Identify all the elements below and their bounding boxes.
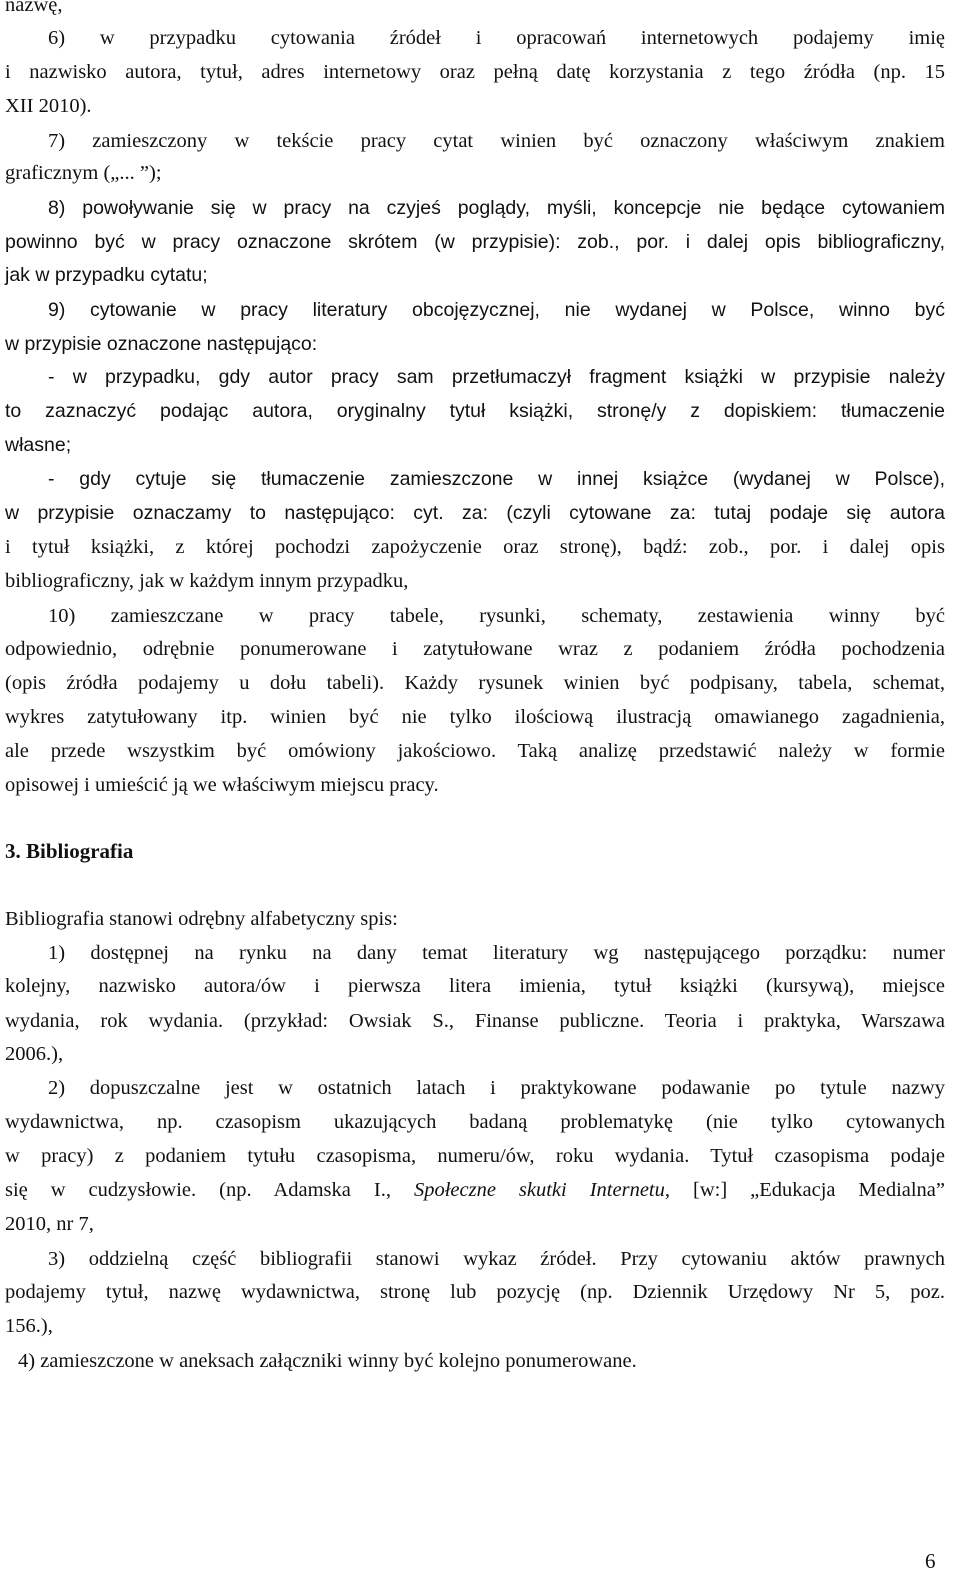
text-line: to zaznaczyć podając autora, oryginalny tytuł książki, stronę/y z dopiskiem: tłumaczenie bbox=[5, 400, 945, 422]
text-line: w przypisie oznaczone następująco: bbox=[5, 333, 318, 355]
list-item-7: 7) zamieszczony w tekście pracy cytat winien być oznaczony właściwym znakiem bbox=[48, 130, 945, 152]
text-line: XII 2010). bbox=[5, 95, 92, 117]
bib-item-2: 2) dopuszczalne jest w ostatnich latach i praktykowane podawanie po tytule nazwy bbox=[48, 1077, 945, 1099]
text-line: Bibliografia stanowi odrębny alfabetyczny spis: bbox=[5, 908, 398, 930]
text-line: wykres zatytułowany itp. winien być nie tylko ilościową ilustracją omawianego zagadnienia, bbox=[5, 706, 945, 728]
text-line: nazwę, bbox=[5, 0, 63, 16]
text-line: powinno być w pracy oznaczone skrótem (w przypisie): zob., por. i dalej opis bibliograficzny, bbox=[5, 231, 945, 253]
text-segment: się w cudzysłowie. (np. Adamska I., bbox=[5, 1179, 414, 1201]
text-line: graficznym („... ”); bbox=[5, 162, 162, 184]
text-line: odpowiednio, odrębnie ponumerowane i zatytułowane wraz z podaniem źródła pochodzenia bbox=[5, 638, 945, 660]
list-item-6: 6) w przypadku cytowania źródeł i opracowań internetowych podajemy imię bbox=[48, 27, 945, 49]
text-line: własne; bbox=[5, 434, 72, 456]
text-line: ale przede wszystkim być omówiony jakościowo. Taką analizę przedstawić należy w formie bbox=[5, 740, 945, 762]
list-item-10: 10) zamieszczane w pracy tabele, rysunki, schematy, zestawienia winny być bbox=[48, 605, 945, 627]
text-line: kolejny, nazwisko autora/ów i pierwsza litera imienia, tytuł książki (kursywą), miejsce bbox=[5, 975, 945, 997]
italic-title: Społeczne skutki Internetu bbox=[413, 1179, 665, 1201]
text-line: podajemy tytuł, nazwę wydawnictwa, stronę lub pozycję (np. Dziennik Urzędowy Nr 5, poz. bbox=[5, 1281, 945, 1303]
list-item-9: 9) cytowanie w pracy literatury obcojęzycznej, nie wydanej w Polsce, winno być bbox=[48, 299, 945, 321]
text-line bbox=[5, 1177, 945, 1203]
text-line: jak w przypadku cytatu; bbox=[5, 264, 208, 286]
bib-item-3: 3) oddzielną część bibliografii stanowi wykaz źródeł. Przy cytowaniu aktów prawnych bbox=[48, 1248, 945, 1270]
sub-item-1: - w przypadku, gdy autor pracy sam przetłumaczył fragment książki w przypisie należy bbox=[48, 366, 945, 388]
text-line: i nazwisko autora, tytuł, adres internetowy oraz pełną datę korzystania z tego źródła (np. 15 bbox=[5, 61, 945, 83]
text-line: 156.), bbox=[5, 1315, 53, 1337]
sub-item-2: - gdy cytuje się tłumaczenie zamieszczone w innej książce (wydanej w Polsce), bbox=[48, 468, 945, 490]
text-line: i tytuł książki, z której pochodzi zapożyczenie oraz stronę), bądź: zob., por. i dalej opis bbox=[5, 536, 945, 558]
text-line: opisowej i umieścić ją we właściwym miejscu pracy. bbox=[5, 774, 439, 796]
bib-item-1: 1) dostępnej na rynku na dany temat literatury wg następującego porządku: numer bbox=[48, 942, 945, 964]
text-line: 2010, nr 7, bbox=[5, 1213, 94, 1235]
text-line: (opis źródła podajemy u dołu tabeli). Każdy rysunek winien być podpisany, tabela, schemat, bbox=[5, 672, 945, 694]
text-line: bibliograficzny, jak w każdym innym przypadku, bbox=[5, 570, 409, 592]
text-line: wydawnictwa, np. czasopism ukazujących badaną problematykę (nie tylko cytowanych bbox=[5, 1111, 945, 1133]
list-item-8: 8) powoływanie się w pracy na czyjeś poglądy, myśli, koncepcje nie będące cytowaniem bbox=[48, 197, 945, 219]
section-heading: 3. Bibliografia bbox=[5, 839, 134, 863]
bib-item-4: 4) zamieszczone w aneksach załączniki winny być kolejno ponumerowane. bbox=[18, 1350, 637, 1372]
page-number: 6 bbox=[925, 1549, 936, 1573]
text-segment: , [w:] „Edukacja Medialna” bbox=[664, 1179, 946, 1201]
text-line: w przypisie oznaczamy to następująco: cyt. za: (czyli cytowane za: tutaj podaje się autora bbox=[5, 502, 945, 524]
text-line: wydania, rok wydania. (przykład: Owsiak S., Finanse publiczne. Teoria i praktyka, Warszawa bbox=[5, 1010, 945, 1032]
text-line: w pracy) z podaniem tytułu czasopisma, numeru/ów, roku wydania. Tytuł czasopisma podaje bbox=[5, 1145, 945, 1167]
text-line: 2006.), bbox=[5, 1043, 64, 1065]
